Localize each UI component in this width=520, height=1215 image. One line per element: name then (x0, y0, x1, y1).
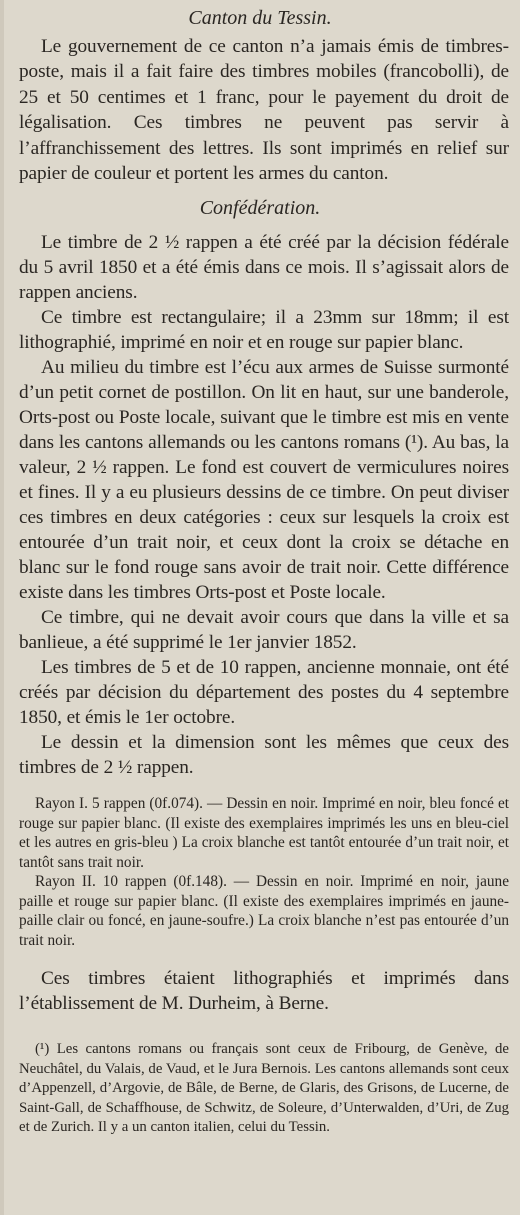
section-title-confederation: Confédération. (199, 197, 321, 220)
confederation-paragraph-2: Ce timbre est rectangulaire; il a 23mm sur 18mm; il est lithographié, imprimé en noir et en rouge sur papier blanc. (19, 307, 509, 354)
confederation-section (0, 230, 520, 780)
confederation-paragraph-1: Le timbre de 2 ½ rappen a été créé par la décision fédérale du 5 avril 1850 et a été émis dans ce mois. Il s’agissait alors de rappen anciens. (19, 232, 509, 304)
confederation-paragraph-3: Au milieu du timbre est l’écu aux armes de Suisse surmonté d’un petit cornet de postillon. On lit en haut, sur une banderole, Orts-post ou Poste locale, suivant que le timbre est mis en vente dans les cantons allemands ou les cantons romans (¹). Au bas, la valeur, 2 ½ rappen. Le fond est couvert de vermiculures noires et fines. Il y a eu plusieurs dessins de ce timbre. On peut diviser ces timbres en deux catégories : ceux sur lesquels la croix est entourée d’un trait noir, et ceux dont la croix se détache en blanc sur le fond rouge sans avoir de trait noir. Cette différence existe dans les timbres Orts-post et Poste locale. (19, 357, 509, 604)
confederation-paragraph-5: Les timbres de 5 et de 10 rappen, ancienne monnaie, ont été créés par décision du département des postes du 4 septembre 1850, et émis le 1er octobre. (19, 657, 509, 729)
rayon-section (0, 794, 520, 950)
section-title-tessin: Canton du Tessin. (188, 7, 332, 29)
page-edge-shadow (0, 0, 4, 1215)
rayon-1-entry: Rayon I. 5 rappen (0f.074). — Dessin en noir. Imprimé en noir, bleu foncé et rouge sur papier blanc. (Il existe des exemplaires imprimés les uns en bleu-ciel et les autres en gris-bleu ) La croix blanche est tantôt entourée d’un trait noir, et tantôt sans trait noir. (19, 795, 509, 871)
rayon-2-entry: Rayon II. 10 rappen (0f.148). — Dessin en noir. Imprimé en noir, jaune paille et rouge sur papier blanc. (Il existe des exemplaires imprimés en jaune-paille clair ou foncé, en jaune-soufre.) La croix blanche n’est pas entourée d’un trait noir. (19, 873, 509, 949)
tessin-section (0, 34, 520, 186)
footnote-section (0, 1040, 520, 1137)
confederation-paragraph-4: Ce timbre, qui ne devait avoir cours que dans la ville et sa banlieue, a été supprimé le 1er janvier 1852. (19, 607, 509, 654)
footnote: (¹) Les cantons romans ou français sont ceux de Fribourg, de Genève, de Neuchâtel, du Valais, de Vaud, et le Jura Bernois. Les cantons allemands sont ceux d’Appenzell, d’Argovie, de Bâle, de Berne, de Glaris, des Grisons, de Lucerne, de Saint-Gall, de Schaffhouse, de Schwitz, de Soleure, d’Unterwalden, d’Uri, de Zug et de Zurich. Il y a un canton italien, celui du Tessin. (19, 1041, 509, 1136)
closing-paragraph: Ces timbres étaient lithographiés et imprimés dans l’établissement de M. Durheim, à Berne. (19, 968, 509, 1015)
tessin-paragraph: Le gouvernement de ce canton n’a jamais émis de timbres-poste, mais il a fait faire des timbres mobiles (francobolli), de 25 et 50 centimes et 1 franc, pour le payement du droit de légalisation. Ces timbres ne peuvent pas servir à l’affranchissement des lettres. Ils sont imprimés en relief sur papier de couleur et portent les armes du canton. (19, 36, 509, 185)
closing-section (0, 966, 520, 1016)
confederation-paragraph-6: Le dessin et la dimension sont les mêmes que ceux des timbres de 2 ½ rappen. (19, 732, 509, 779)
